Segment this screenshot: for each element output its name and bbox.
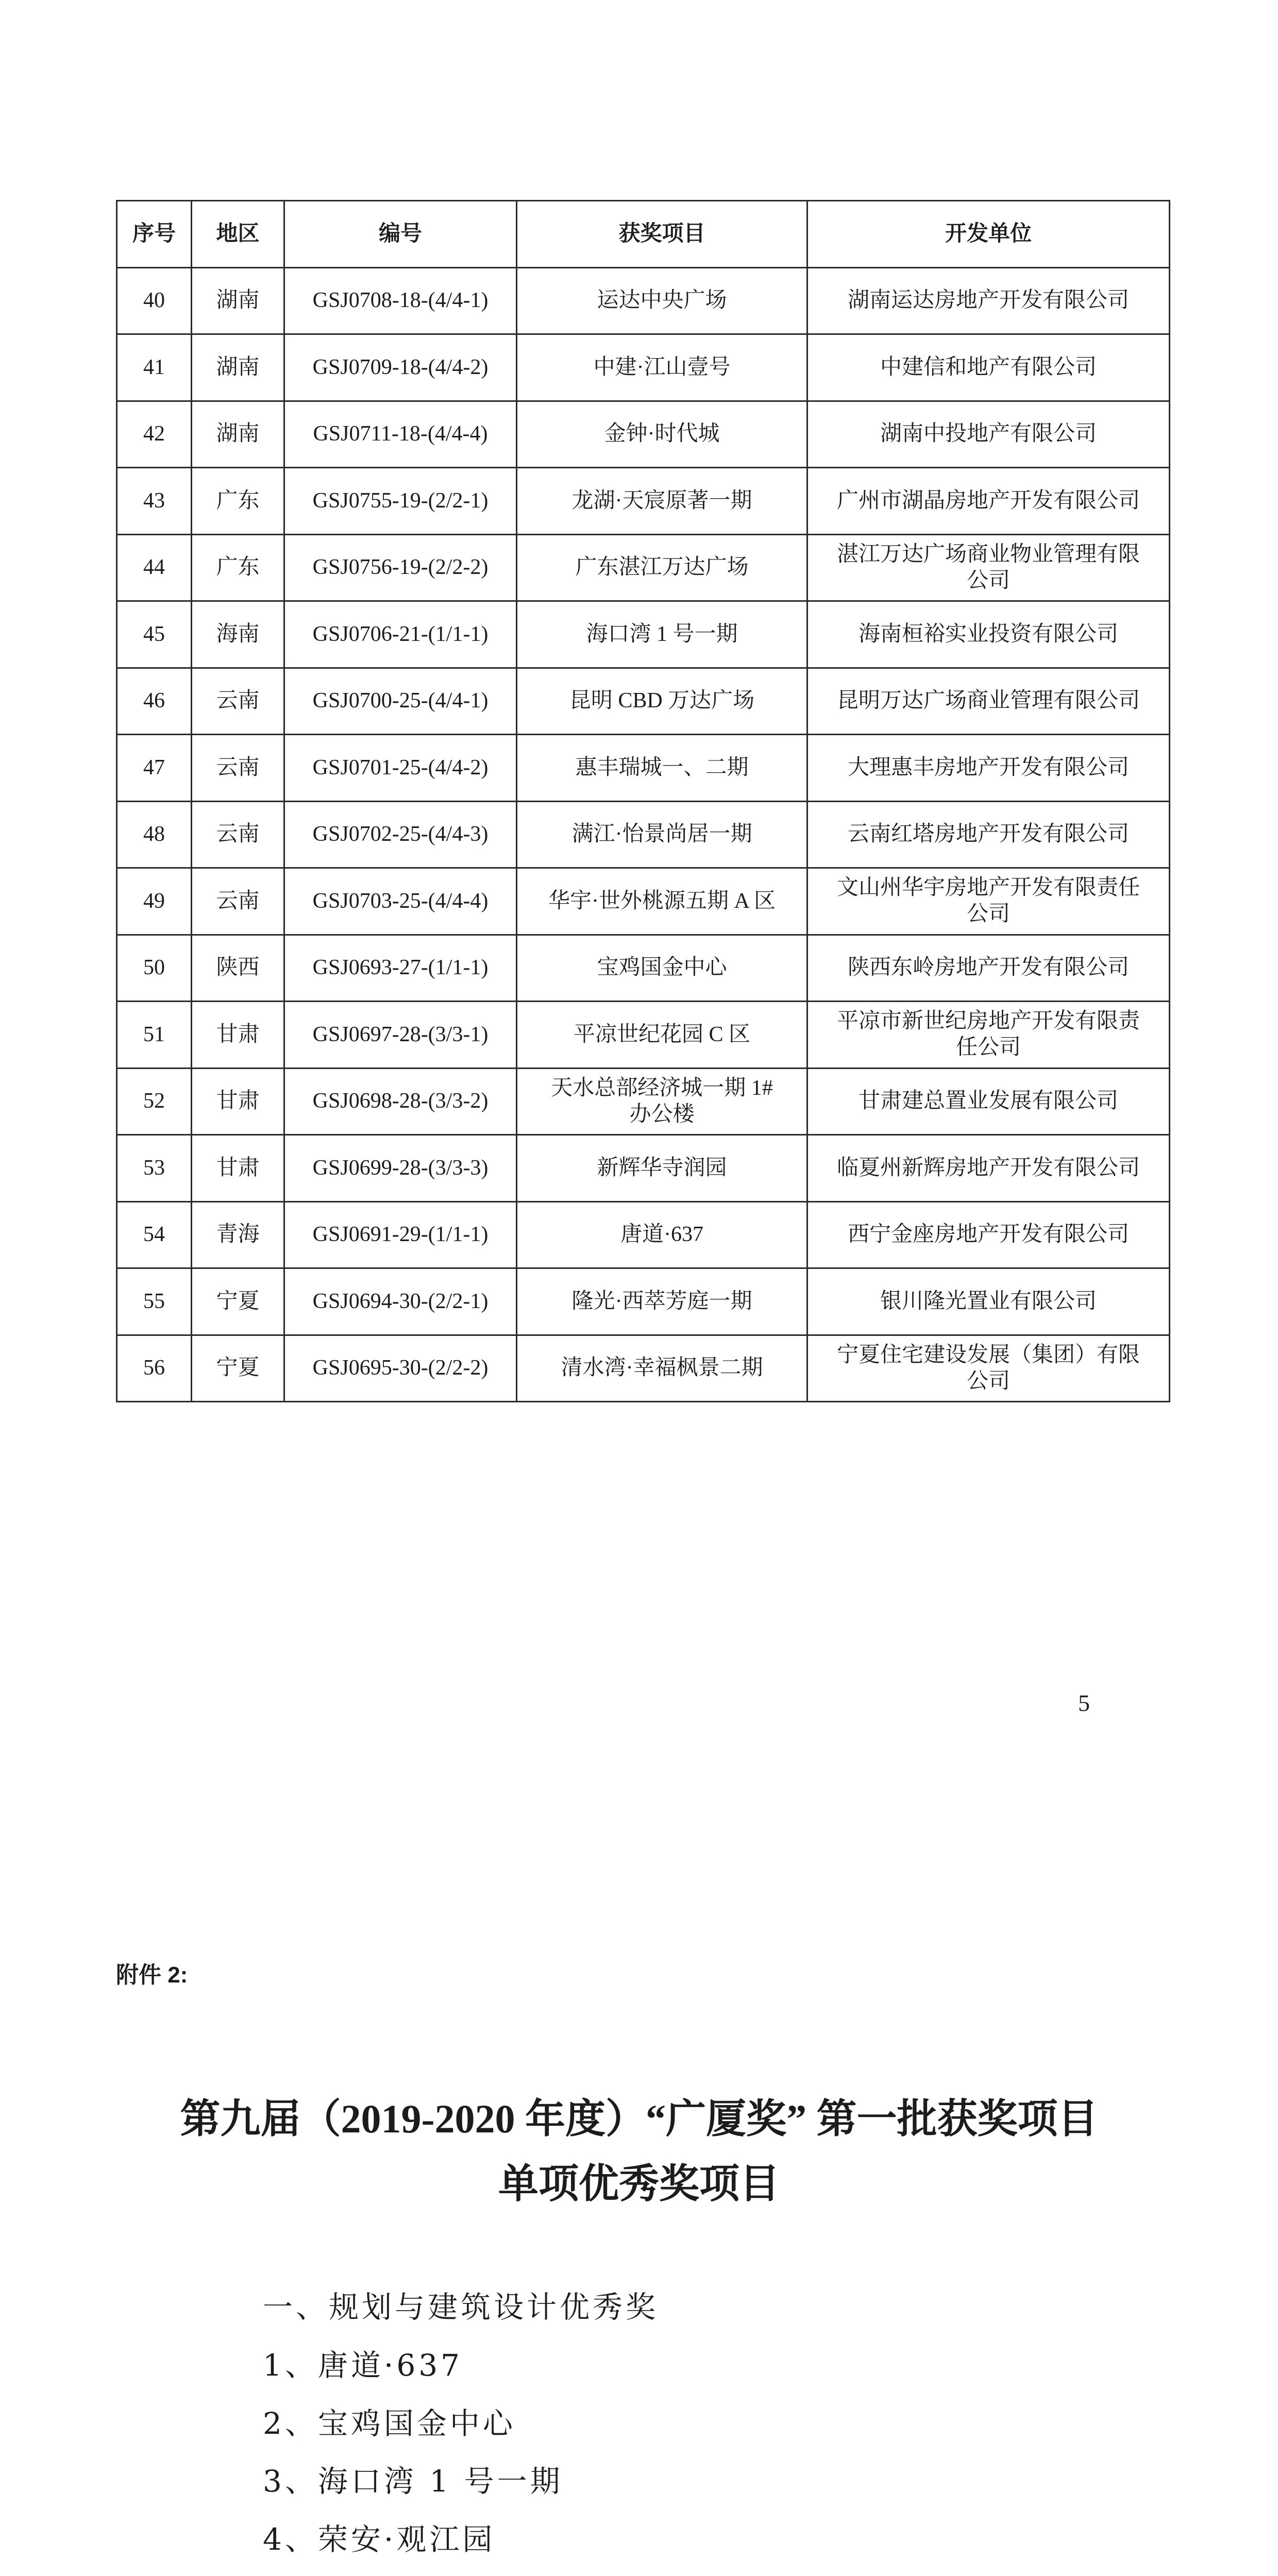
cell-project: 龙湖·天宸原著一期 (517, 468, 808, 535)
table-row (117, 334, 1170, 401)
table-row (117, 801, 1170, 868)
header-developer: 开发单位 (808, 201, 1170, 268)
header-no: 序号 (117, 201, 192, 268)
cell-developer: 中建信和地产有限公司 (808, 334, 1170, 401)
cell-code: GSJ0701-25-(4/4-2) (284, 735, 517, 802)
cell-developer: 云南红塔房地产开发有限公司 (808, 801, 1170, 868)
list-item: 1、唐道·637 (263, 2347, 463, 2383)
cell-developer: 银川隆光置业有限公司 (808, 1268, 1170, 1335)
list-item: 2、宝鸡国金中心 (263, 2405, 516, 2441)
cell-developer: 西宁金座房地产开发有限公司 (808, 1201, 1170, 1268)
cell-project: 天水总部经济城一期 1#办公楼 (517, 1068, 808, 1135)
cell-project: 惠丰瑞城一、二期 (517, 735, 808, 802)
table-row (117, 668, 1170, 735)
cell-region: 湖南 (192, 267, 284, 334)
cell-code: GSJ0711-18-(4/4-4) (284, 401, 517, 468)
cell-region: 陕西 (192, 935, 284, 1002)
table-header-row (117, 201, 1170, 268)
table-row (117, 601, 1170, 668)
section-planning-design (263, 2278, 659, 2576)
cell-project: 宝鸡国金中心 (517, 935, 808, 1002)
cell-developer: 文山州华宇房地产开发有限责任公司 (808, 868, 1170, 935)
cell-region: 广东 (192, 468, 284, 535)
cell-no: 54 (117, 1201, 192, 1268)
award-projects-table (116, 200, 1170, 1402)
cell-developer: 昆明万达广场商业管理有限公司 (808, 668, 1170, 735)
table-row (117, 1068, 1170, 1135)
cell-no: 44 (117, 534, 192, 601)
cell-project: 隆光·西萃芳庭一期 (517, 1268, 808, 1335)
table-row (117, 468, 1170, 535)
table-row (117, 1135, 1170, 1202)
cell-region: 广东 (192, 534, 284, 601)
cell-project: 广东湛江万达广场 (517, 534, 808, 601)
cell-no: 56 (117, 1335, 192, 1402)
header-code: 编号 (284, 201, 517, 268)
cell-no: 53 (117, 1135, 192, 1202)
cell-no: 55 (117, 1268, 192, 1335)
cell-project: 华宇·世外桃源五期 A 区 (517, 868, 808, 935)
cell-region: 宁夏 (192, 1268, 284, 1335)
table-row (117, 1268, 1170, 1335)
cell-region: 云南 (192, 735, 284, 802)
cell-code: GSJ0697-28-(3/3-1) (284, 1002, 517, 1069)
cell-project: 金钟·时代城 (517, 401, 808, 468)
cell-developer: 临夏州新辉房地产开发有限公司 (808, 1135, 1170, 1202)
cell-region: 青海 (192, 1201, 284, 1268)
cell-region: 云南 (192, 668, 284, 735)
cell-code: GSJ0693-27-(1/1-1) (284, 935, 517, 1002)
cell-project: 清水湾·幸福枫景二期 (517, 1335, 808, 1402)
cell-developer: 广州市湖晶房地产开发有限公司 (808, 468, 1170, 535)
cell-code: GSJ0709-18-(4/4-2) (284, 334, 517, 401)
cell-no: 46 (117, 668, 192, 735)
cell-code: GSJ0756-19-(2/2-2) (284, 534, 517, 601)
cell-region: 甘肃 (192, 1068, 284, 1135)
cell-region: 宁夏 (192, 1335, 284, 1402)
cell-no: 49 (117, 868, 192, 935)
cell-no: 43 (117, 468, 192, 535)
cell-developer: 湛江万达广场商业物业管理有限公司 (808, 534, 1170, 601)
cell-developer: 甘肃建总置业发展有限公司 (808, 1068, 1170, 1135)
cell-code: GSJ0708-18-(4/4-1) (284, 267, 517, 334)
cell-developer: 陕西东岭房地产开发有限公司 (808, 935, 1170, 1002)
cell-project: 唐道·637 (517, 1201, 808, 1268)
title-line-2: 单项优秀奖项目 (498, 2161, 780, 2206)
table-row (117, 868, 1170, 935)
table-row (117, 1002, 1170, 1069)
cell-project: 运达中央广场 (517, 267, 808, 334)
document-title (0, 2087, 1278, 2216)
table-row (117, 735, 1170, 802)
attachment-label: 附件 2: (116, 1962, 188, 1988)
table-row (117, 267, 1170, 334)
cell-code: GSJ0703-25-(4/4-4) (284, 868, 517, 935)
cell-code: GSJ0755-19-(2/2-1) (284, 468, 517, 535)
list-item: 4、荣安·观江园 (263, 2522, 496, 2557)
cell-project: 新辉华寺润园 (517, 1135, 808, 1202)
cell-project: 昆明 CBD 万达广场 (517, 668, 808, 735)
cell-code: GSJ0694-30-(2/2-1) (284, 1268, 517, 1335)
cell-region: 云南 (192, 801, 284, 868)
header-region: 地区 (192, 201, 284, 268)
cell-project: 中建·江山壹号 (517, 334, 808, 401)
title-line-1: 第九届（2019-2020 年度）“广厦奖” 第一批获奖项目 (180, 2096, 1098, 2141)
cell-no: 45 (117, 601, 192, 668)
cell-region: 湖南 (192, 334, 284, 401)
table-row (117, 534, 1170, 601)
cell-code: GSJ0702-25-(4/4-3) (284, 801, 517, 868)
cell-developer: 湖南运达房地产开发有限公司 (808, 267, 1170, 334)
cell-no: 40 (117, 267, 192, 334)
cell-project: 海口湾 1 号一期 (517, 601, 808, 668)
table-row (117, 401, 1170, 468)
cell-code: GSJ0695-30-(2/2-2) (284, 1335, 517, 1402)
cell-code: GSJ0691-29-(1/1-1) (284, 1201, 517, 1268)
cell-region: 湖南 (192, 401, 284, 468)
table-row (117, 1335, 1170, 1402)
cell-project: 满江·怡景尚居一期 (517, 801, 808, 868)
cell-no: 47 (117, 735, 192, 802)
table-row (117, 1201, 1170, 1268)
cell-developer: 平凉市新世纪房地产开发有限责任公司 (808, 1002, 1170, 1069)
cell-no: 50 (117, 935, 192, 1002)
cell-code: GSJ0699-28-(3/3-3) (284, 1135, 517, 1202)
cell-region: 甘肃 (192, 1002, 284, 1069)
header-project: 获奖项目 (517, 201, 808, 268)
cell-developer: 湖南中投地产有限公司 (808, 401, 1170, 468)
cell-code: GSJ0698-28-(3/3-2) (284, 1068, 517, 1135)
cell-developer: 宁夏住宅建设发展（集团）有限公司 (808, 1335, 1170, 1402)
section-heading: 一、规划与建筑设计优秀奖 (263, 2290, 659, 2325)
cell-developer: 大理惠丰房地产开发有限公司 (808, 735, 1170, 802)
cell-region: 云南 (192, 868, 284, 935)
cell-developer: 海南桓裕实业投资有限公司 (808, 601, 1170, 668)
cell-region: 甘肃 (192, 1135, 284, 1202)
table-row (117, 935, 1170, 1002)
list-item (263, 2569, 659, 2576)
cell-code: GSJ0706-21-(1/1-1) (284, 601, 517, 668)
cell-region: 海南 (192, 601, 284, 668)
cell-no: 52 (117, 1068, 192, 1135)
cell-no: 51 (117, 1002, 192, 1069)
cell-no: 41 (117, 334, 192, 401)
list-item: 3、海口湾 1 号一期 (263, 2464, 563, 2499)
cell-code: GSJ0700-25-(4/4-1) (284, 668, 517, 735)
page-number: 5 (1078, 1690, 1090, 1716)
cell-no: 48 (117, 801, 192, 868)
cell-project: 平凉世纪花园 C 区 (517, 1002, 808, 1069)
cell-no: 42 (117, 401, 192, 468)
